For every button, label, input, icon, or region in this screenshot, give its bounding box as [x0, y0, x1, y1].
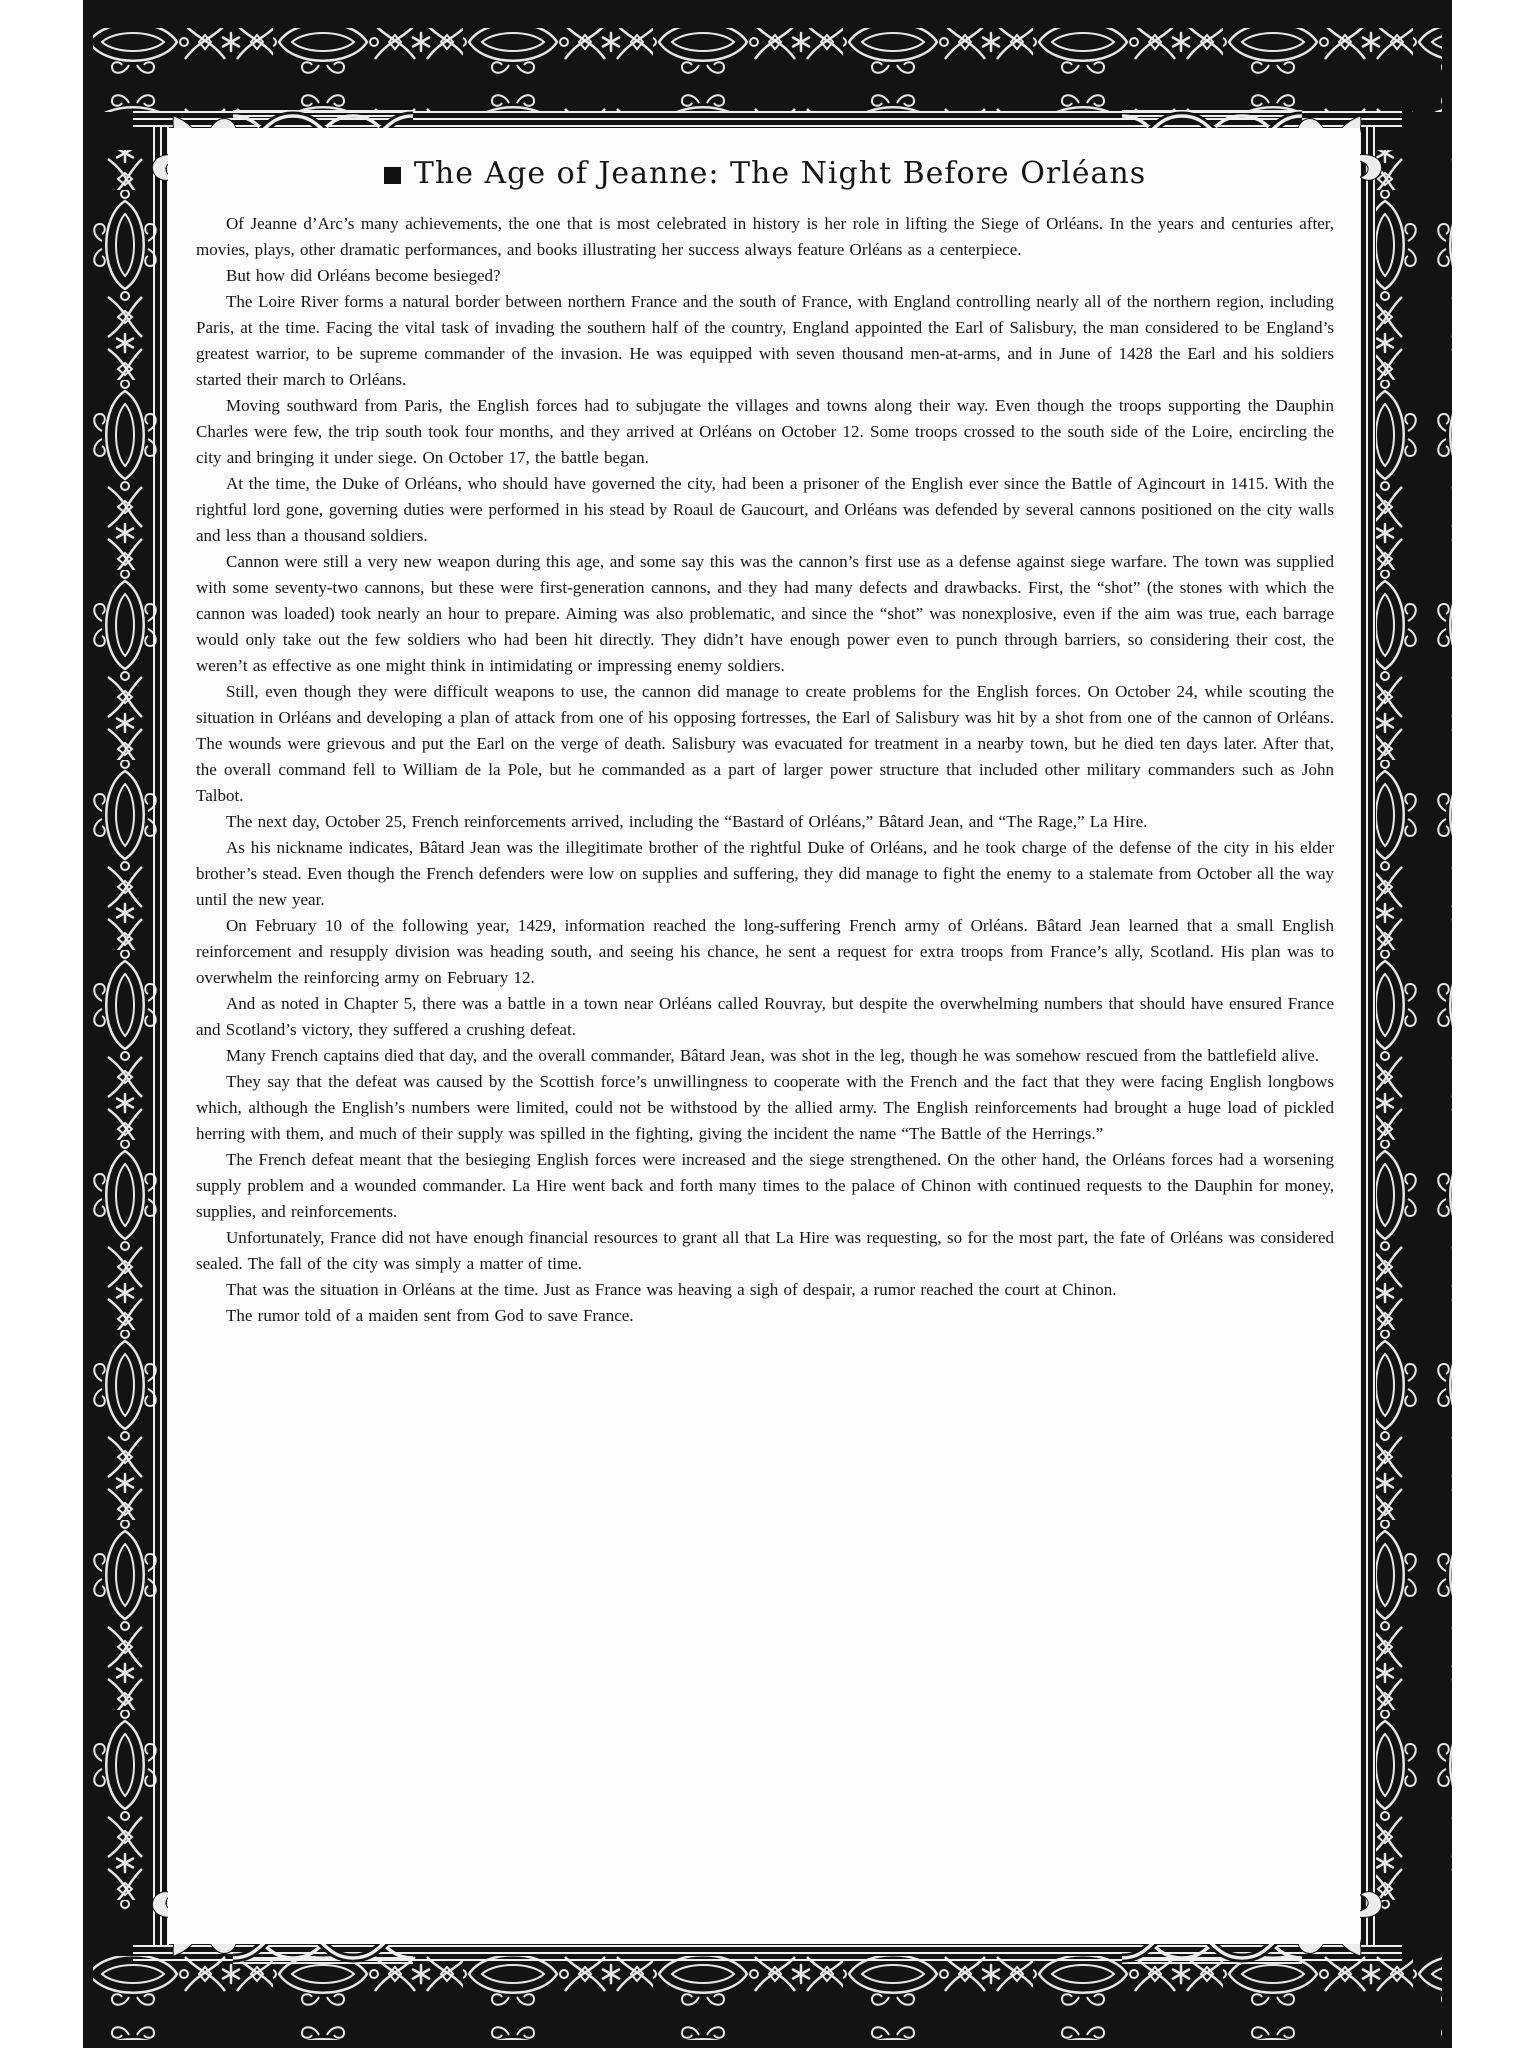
paragraph: Unfortunately, France did not have enough financial resources to grant all that La Hire was requesting, so for the most part, the fate of Orléans was considered sealed. The fall of the city was simply a matter of time.	[196, 1228, 1334, 1273]
paragraph: But how did Orléans become besieged?	[226, 266, 501, 285]
paragraph: As his nickname indicates, Bâtard Jean was the illegitimate brother of the rightful Duke of Orléans, and he took charge of the defense of the city in his elder brother’s stead. Even though the French defenders were low on supplies and suffering, they did manage to fight the enemy to a stalemate from October all the way until the new year.	[196, 838, 1334, 909]
bottom-ornament-band	[93, 1956, 1442, 2040]
content-inner	[168, 128, 1360, 1329]
paragraph: And as noted in Chapter 5, there was a battle in a town near Orléans called Rouvray, but despite the overwhelming numbers that should have ensured France and Scotland’s victory, they suffered a crushing defeat.	[196, 994, 1334, 1039]
paragraph: The Loire River forms a natural border between northern France and the south of France, with England controlling nearly all of the northern region, including Paris, at the time. Facing the vital task of invading the southern half of the country, England appointed the Earl of Salisbury, the man considered to be England’s greatest warrior, to be supreme commander of the invasion. He was equipped with seven thousand men-at-arms, and in June of 1428 the Earl and his soldiers started their march to Orléans.	[196, 292, 1334, 389]
article-body	[196, 211, 1334, 1329]
paragraph: The French defeat meant that the besieging English forces were increased and the siege strengthened. On the other hand, the Orléans forces had a worsening supply problem and a wounded commander. La Hire went back and forth many times to the palace of Chinon with continued requests to the Dauphin for money, supplies, and reinforcements.	[196, 1150, 1334, 1221]
paragraph: The rumor told of a maiden sent from God to save France.	[226, 1306, 634, 1325]
page-title	[196, 156, 1334, 191]
paragraph: Cannon were still a very new weapon during this age, and some say this was the cannon’s first use as a defense against siege warfare. The town was supplied with some seventy-two cannons, but these were first-generation cannons, and they had many defects and drawbacks. First, the “shot” (the stones with which the cannon was loaded) took nearly an hour to prepare. Aiming was also problematic, and since the “shot” was nonexplosive, even if the aim was true, each barrage would only take out the few soldiers who had been hit directly. They didn’t have enough power even to punch through barriers, so considering their cost, the weren’t as effective as one might think in intimidating or impressing enemy soldiers.	[196, 552, 1334, 675]
paragraph: Moving southward from Paris, the English forces had to subjugate the villages and towns along their way. Even though the troops supporting the Dauphin Charles were few, the trip south took four months, and they arrived at Orléans on October 12. Some troops crossed to the south side of the Loire, encircling the city and bringing it under siege. On October 17, the battle began.	[196, 396, 1334, 467]
paragraph: At the time, the Duke of Orléans, who should have governed the city, had been a prisoner of the English ever since the Battle of Agincourt in 1415. With the rightful lord gone, governing duties were performed in his stead by Roaul de Gaucourt, and Orléans was defended by several cannons positioned on the city walls and less than a thousand soldiers.	[196, 474, 1334, 545]
paragraph: On February 10 of the following year, 1429, information reached the long-suffering French army of Orléans. Bâtard Jean learned that a small English reinforcement and resupply division was heading south, and seeing his chance, he sent a request for extra troops from France’s ally, Scotland. His plan was to overwhelm the reinforcing army on February 12.	[196, 916, 1334, 987]
paragraph: Of Jeanne d’Arc’s many achievements, the one that is most celebrated in history is her role in lifting the Siege of Orléans. In the years and centuries after, movies, plays, other dramatic performances, and books illustrating her success always feature Orléans as a centerpiece.	[196, 214, 1334, 259]
left-ornament-band	[83, 150, 159, 1910]
paragraph: They say that the defeat was caused by the Scottish force’s unwillingness to cooperate with the French and the fact that they were facing English longbows which, although the English’s numbers were limited, could not be withstood by the allied army. The English reinforcements had brought a huge load of pickled herring with them, and much of their supply was spilled in the fighting, giving the incident the name “The Battle of the Herrings.”	[196, 1072, 1334, 1143]
paragraph: The next day, October 25, French reinforcements arrived, including the “Bastard of Orléans,” Bâtard Jean, and “The Rage,” La Hire.	[226, 812, 1148, 831]
right-ornament-band	[1376, 150, 1452, 1910]
paragraph: Many French captains died that day, and the overall commander, Bâtard Jean, was shot in the leg, though he was somehow rescued from the battlefield alive.	[226, 1046, 1319, 1065]
page-title-text: The Age of Jeanne: The Night Before Orléans	[413, 156, 1147, 191]
paragraph: Still, even though they were difficult weapons to use, the cannon did manage to create problems for the English forces. On October 24, while scouting the situation in Orléans and developing a plan of attack from one of his opposing fortresses, the Earl of Salisbury was hit by a shot from one of the cannon of Orléans. The wounds were grievous and put the Earl on the verge of death. Salisbury was evacuated for treatment in a nearby town, but he died ten days later. After that, the overall command fell to William de la Pole, but he commanded as a part of larger power structure that included other military commanders such as John Talbot.	[196, 682, 1334, 805]
title-square-bullet	[384, 167, 401, 184]
content-panel	[168, 128, 1360, 1944]
decorative-frame	[83, 0, 1452, 2048]
top-ornament-band	[93, 28, 1442, 112]
paragraph: That was the situation in Orléans at the time. Just as France was heaving a sigh of despair, a rumor reached the court at Chinon.	[226, 1280, 1117, 1299]
